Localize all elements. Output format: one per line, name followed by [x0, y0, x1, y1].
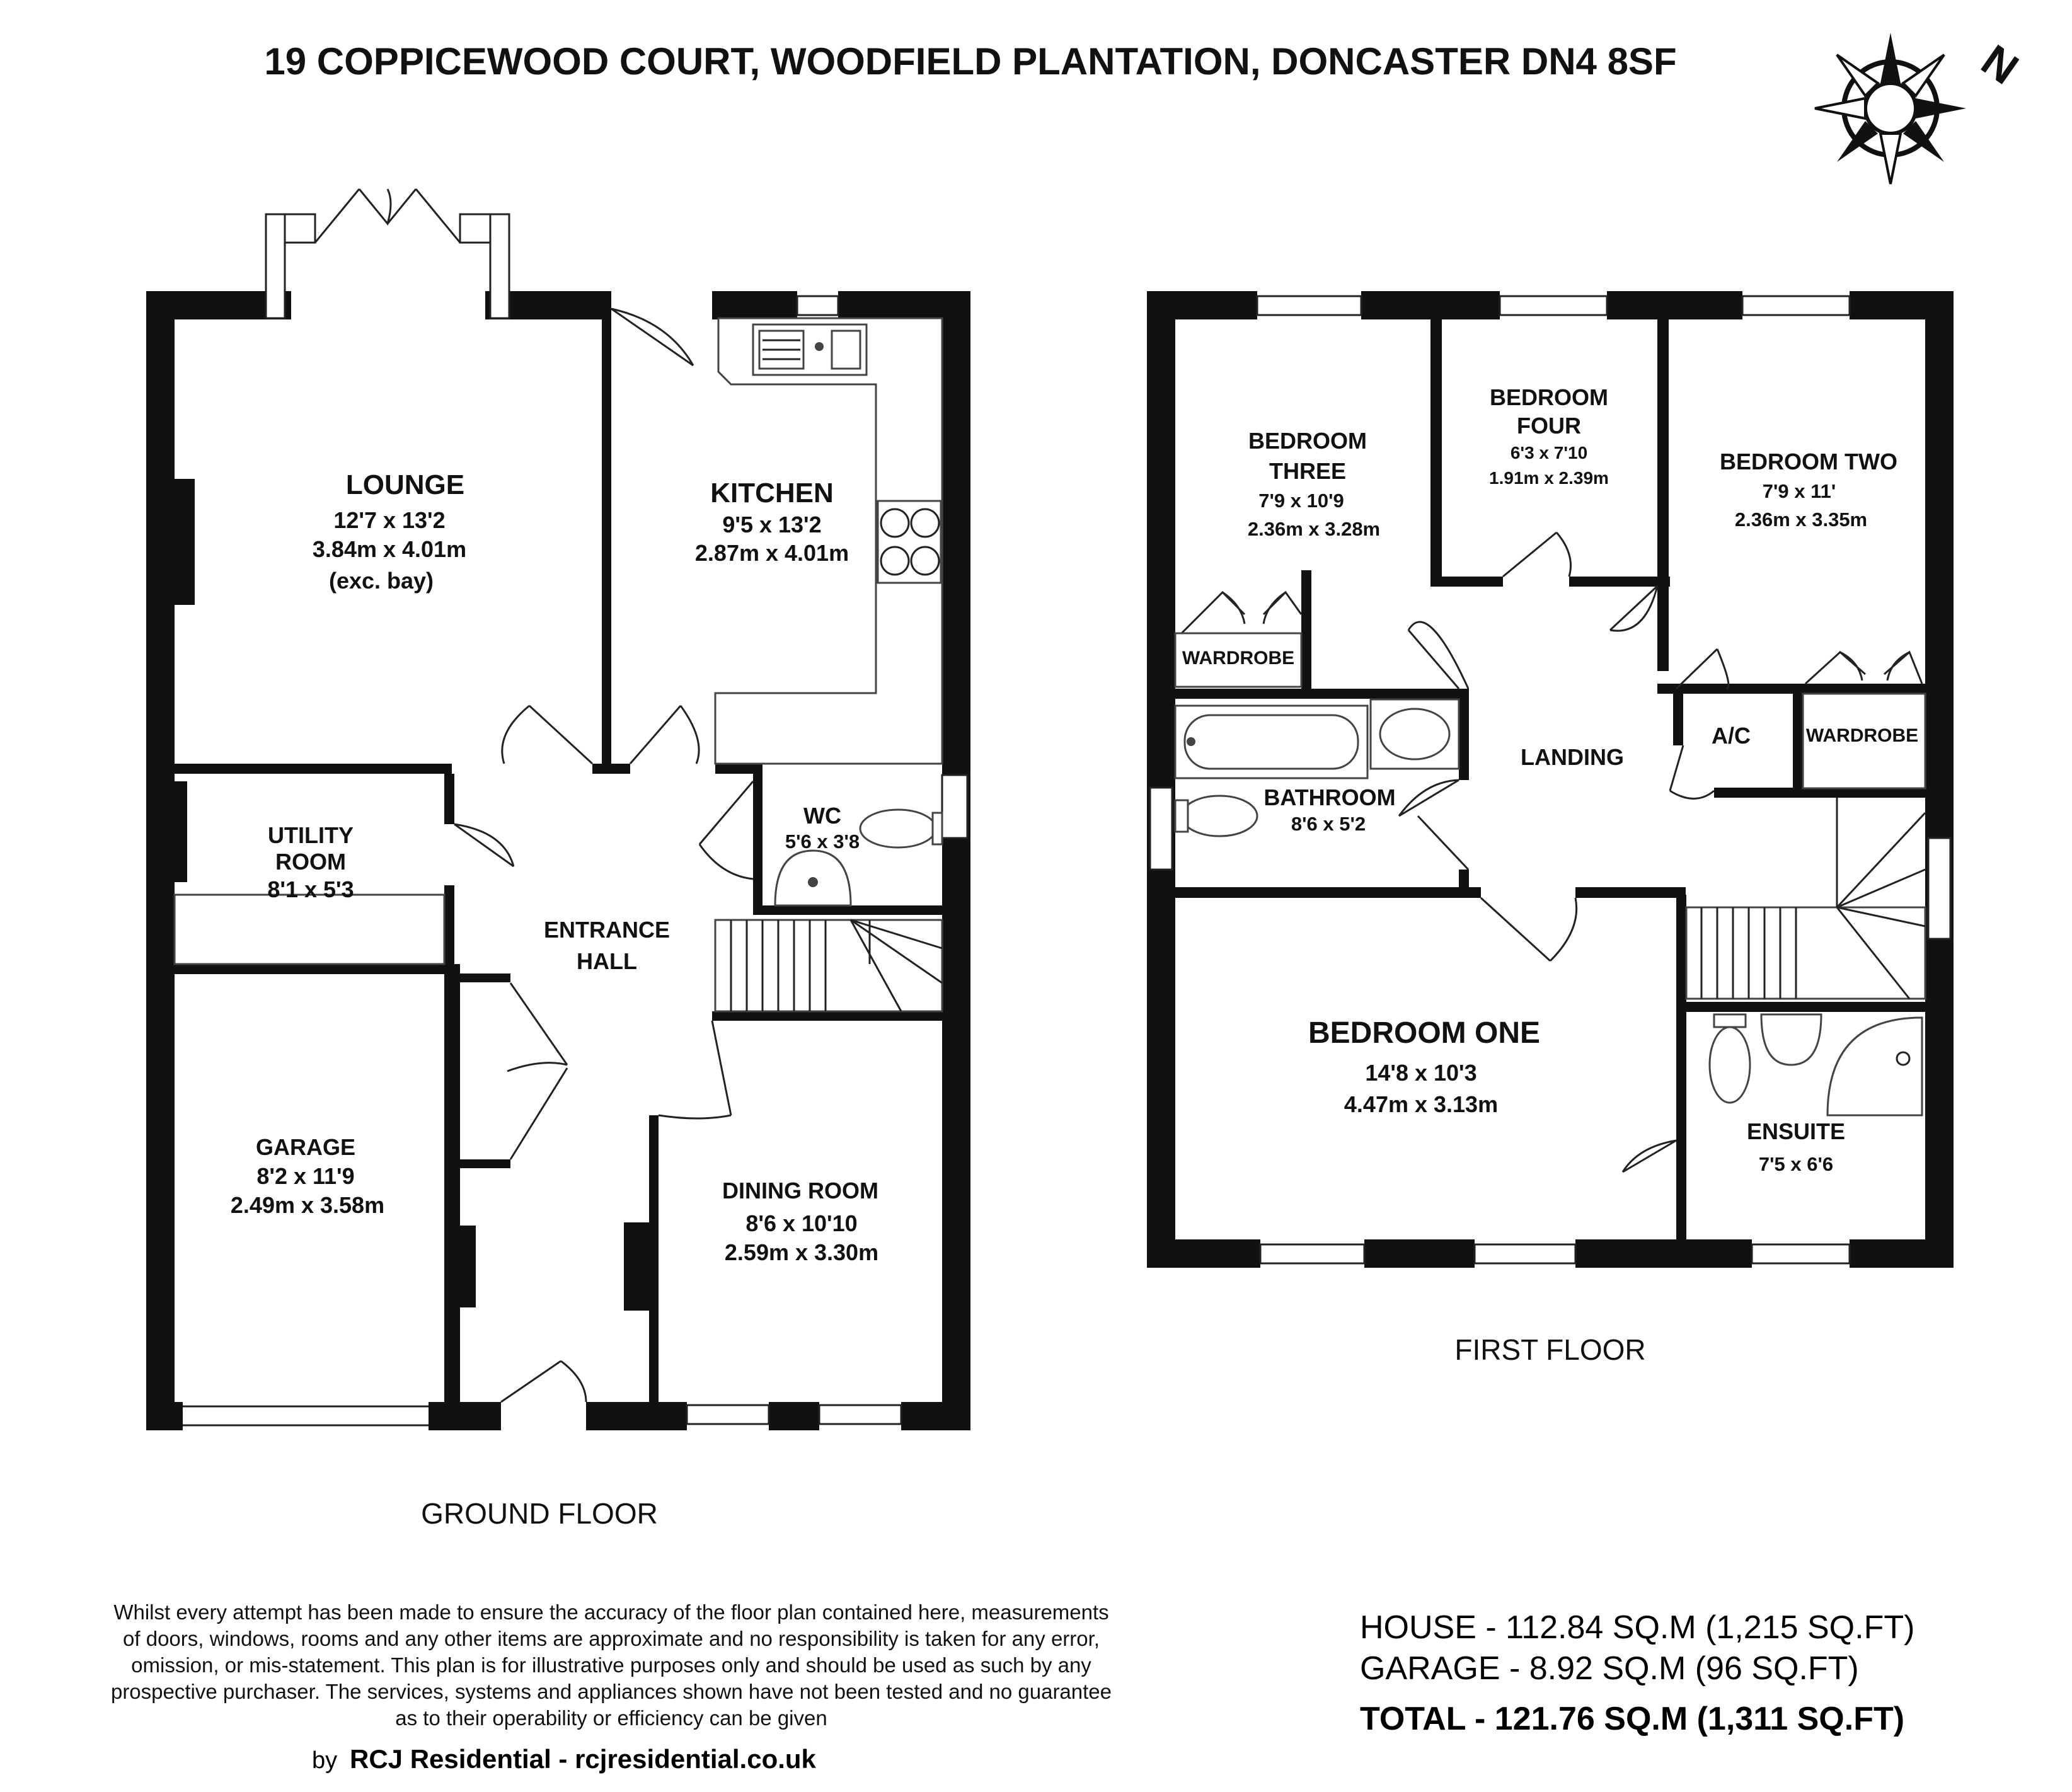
first-floor-label: FIRST FLOOR	[1454, 1333, 1646, 1366]
area-total: TOTAL - 121.76 SQ.M (1,311 SQ.FT)	[1360, 1701, 1905, 1737]
wc-window	[942, 775, 967, 838]
dining-window-b	[819, 1405, 901, 1424]
bath-icon	[1175, 706, 1367, 778]
wardrobe-left-wall	[1301, 570, 1311, 690]
bedroom-three-dim-metric: 2.36m x 3.28m	[1247, 518, 1381, 540]
dining-dim-imperial: 8'6 x 10'10	[745, 1210, 858, 1236]
first-floor-plan	[1147, 291, 1954, 1366]
ac-wall-a	[1673, 689, 1683, 745]
area-summary	[1360, 1609, 1914, 1737]
bedroom-two-dim-imperial: 7'9 x 11'	[1762, 480, 1836, 502]
bedroom-one-window-a	[1260, 1244, 1364, 1263]
bed2-bottom-wall	[1657, 684, 1925, 694]
cupboard-top-wall	[454, 974, 510, 982]
gf-wall-bottom-a	[146, 1402, 183, 1430]
wc-toilet-icon	[860, 810, 942, 847]
bedroom-one-dim-metric: 4.47m x 3.13m	[1344, 1091, 1499, 1117]
gf-wall-left	[146, 291, 175, 1430]
bathroom-dim-imperial: 8'6 x 5'2	[1291, 813, 1366, 835]
bed3-bed4-wall	[1430, 318, 1442, 586]
bedroom-one-dim-imperial: 14'8 x 10'3	[1365, 1060, 1477, 1086]
bath-bed1-wall	[1175, 887, 1481, 898]
ff-wall-bottom-d	[1850, 1239, 1954, 1268]
kitchen-window	[797, 296, 838, 315]
bedroom-four-window	[1500, 296, 1607, 315]
hall-name-line1: ENTRANCE	[543, 917, 671, 943]
dining-dim-metric: 2.59m x 3.30m	[724, 1239, 879, 1265]
bed4-bottom-wall-b	[1569, 577, 1670, 587]
utility-name-line2: ROOM	[275, 849, 346, 875]
ff-wall-bottom-a	[1147, 1239, 1260, 1268]
bathroom-basin-icon	[1371, 699, 1459, 769]
bedroom-three-dim-imperial: 7'9 x 10'9	[1258, 490, 1344, 512]
gf-wall-bottom-d	[769, 1402, 819, 1430]
bedroom-three-name-line2: THREE	[1269, 458, 1347, 484]
kitchen-dim-imperial: 9'5 x 13'2	[722, 512, 822, 537]
ff-wall-top-b	[1361, 291, 1500, 319]
bedroom-one-window-b	[1475, 1244, 1575, 1263]
ground-floor-plan	[146, 189, 970, 1530]
gf-wall-right	[942, 291, 970, 1430]
wc-basin-icon	[775, 851, 851, 905]
dining-chimney	[624, 1222, 649, 1311]
hall-wall-stub	[592, 764, 630, 774]
bedroom-two-dim-metric: 2.36m x 3.35m	[1734, 508, 1868, 531]
wardrobe-left-label: WARDROBE	[1182, 648, 1295, 669]
shower-icon	[1827, 1018, 1922, 1115]
property-title: 19 COPPICEWOOD COURT, WOODFIELD PLANTATION, DONCASTER DN4 8SF	[264, 40, 1677, 83]
lounge-name: LOUNGE	[345, 469, 465, 500]
kitchen-name: KITCHEN	[710, 478, 834, 508]
disclaimer-line-3: omission, or mis-statement. This plan is for illustrative purposes only and should be used as such by any	[131, 1653, 1091, 1677]
ff-wall-bottom-b	[1364, 1239, 1475, 1268]
bedroom-four-name-line2: FOUR	[1517, 413, 1581, 439]
utility-hall-wall-a	[444, 774, 454, 824]
bedroom-four-dim-imperial: 6'3 x 7'10	[1510, 443, 1588, 462]
ff-wall-top-a	[1147, 291, 1257, 319]
ground-floor-label: GROUND FLOOR	[421, 1497, 658, 1530]
disclaimer-line-1: Whilst every attempt has been made to ensure the accuracy of the floor plan contained here, measurements	[113, 1600, 1109, 1624]
bed1-ensuite-wall-a	[1676, 895, 1686, 1241]
lounge-dim-imperial: 12'7 x 13'2	[333, 507, 446, 533]
wardrobe-right-label: WARDROBE	[1805, 725, 1919, 746]
ff-door-swings	[1182, 532, 1922, 1172]
hall-wall-nib	[460, 1226, 476, 1307]
bathroom-toilet-icon	[1175, 796, 1257, 836]
gf-wall-bottom-b	[429, 1402, 501, 1430]
bed1-landing-wall	[1575, 887, 1686, 898]
landing-name: LANDING	[1521, 744, 1624, 770]
gf-wall-bottom-e	[901, 1402, 970, 1430]
bedroom-four-name-line1: BEDROOM	[1490, 384, 1608, 410]
garage-dim-metric: 2.49m x 3.58m	[230, 1192, 385, 1218]
utility-name-line1: UTILITY	[268, 822, 354, 848]
bedroom-two-window	[1742, 296, 1850, 315]
ff-wall-top-c	[1607, 291, 1742, 319]
landing-window	[1928, 838, 1950, 939]
disclaimer-line-4: prospective purchaser. The services, systems and appliances shown have not been tested and no guarantee	[110, 1680, 1112, 1703]
disclaimer	[111, 1600, 1112, 1730]
ensuite-name: ENSUITE	[1746, 1118, 1846, 1144]
utility-hall-wall-b	[444, 885, 454, 974]
bathroom-window	[1150, 788, 1172, 870]
ensuite-top-wall	[1676, 1002, 1925, 1012]
lounge-chimney-breast	[175, 479, 195, 605]
ensuite-basin-icon	[1761, 1014, 1821, 1065]
garage-dim-imperial: 8'2 x 11'9	[256, 1163, 355, 1189]
ff-wall-right	[1925, 291, 1954, 1268]
utility-worktop	[175, 895, 444, 964]
lounge-note: (exc. bay)	[328, 568, 434, 594]
dining-window-a	[687, 1405, 769, 1424]
ac-label: A/C	[1712, 723, 1751, 749]
utility-wall-nib	[175, 781, 187, 882]
bath-landing-wall-a	[1459, 689, 1469, 780]
gf-wall-top-kitchen-a	[712, 291, 797, 319]
area-house: HOUSE - 112.84 SQ.M (1,215 SQ.FT)	[1360, 1609, 1915, 1646]
bedroom-two-name: BEDROOM TWO	[1720, 449, 1897, 474]
credit-prefix: by	[312, 1747, 338, 1774]
bedroom-three-window	[1257, 296, 1361, 315]
dining-name: DINING ROOM	[722, 1178, 878, 1203]
wc-bottom-wall	[753, 905, 942, 915]
dining-hall-wall	[649, 1115, 659, 1402]
utility-garage-wall	[175, 964, 446, 974]
lounge-dim-metric: 3.84m x 4.01m	[312, 536, 467, 562]
wc-left-wall	[753, 764, 763, 915]
lounge-bay-window	[266, 189, 509, 318]
lounge-kitchen-wall	[602, 309, 611, 772]
utility-dim-imperial: 8'1 x 5'3	[267, 876, 354, 902]
disclaimer-line-2: of doors, windows, rooms and any other items are approximate and no responsibility is taken for any error,	[123, 1627, 1100, 1650]
hall-name-line2: HALL	[577, 948, 637, 974]
stairs-dining-wall	[712, 1011, 942, 1021]
ff-wall-bottom-c	[1575, 1239, 1752, 1268]
bedroom-one-name: BEDROOM ONE	[1308, 1016, 1541, 1050]
ac-wardrobe-wall	[1793, 689, 1803, 796]
ensuite-toilet-icon	[1710, 1014, 1750, 1103]
bathroom-name: BATHROOM	[1263, 784, 1396, 810]
bed3-bath-wall	[1175, 689, 1468, 699]
kitchen-wc-wall-a	[715, 764, 756, 774]
ff-staircase	[1686, 798, 1925, 999]
bed4-bottom-wall-a	[1430, 577, 1503, 587]
gf-wall-bottom-c	[586, 1402, 687, 1430]
area-garage: GARAGE - 8.92 SQ.M (96 SQ.FT)	[1360, 1650, 1859, 1687]
kitchen-sink-icon	[753, 325, 866, 375]
compass-north-label: N	[1972, 35, 2027, 94]
credit-company: RCJ Residential - rcjresidential.co.uk	[350, 1744, 816, 1774]
lounge-utility-wall	[175, 764, 452, 774]
ensuite-window	[1752, 1244, 1850, 1263]
hob-icon	[878, 501, 941, 583]
compass-icon	[1815, 33, 2027, 184]
ff-wall-top-d	[1850, 291, 1954, 319]
cupboard-bottom-wall	[454, 1159, 510, 1168]
ensuite-dim-imperial: 7'5 x 6'6	[1758, 1153, 1834, 1175]
ff-wall-left	[1147, 291, 1175, 1268]
garage-name: GARAGE	[255, 1134, 356, 1160]
garage-door	[183, 1406, 429, 1425]
bedroom-four-dim-metric: 1.91m x 2.39m	[1489, 468, 1609, 488]
wc-dim-imperial: 5'6 x 3'8	[785, 830, 860, 853]
kitchen-dim-metric: 2.87m x 4.01m	[694, 540, 849, 566]
bedroom-three-name-line1: BEDROOM	[1248, 428, 1367, 454]
gf-staircase	[715, 920, 942, 1011]
bed4-bed2-wall	[1657, 318, 1669, 671]
wc-name: WC	[803, 803, 841, 829]
garage-hall-wall	[444, 964, 460, 1430]
disclaimer-line-5: as to their operability or efficiency can be given	[395, 1706, 827, 1730]
